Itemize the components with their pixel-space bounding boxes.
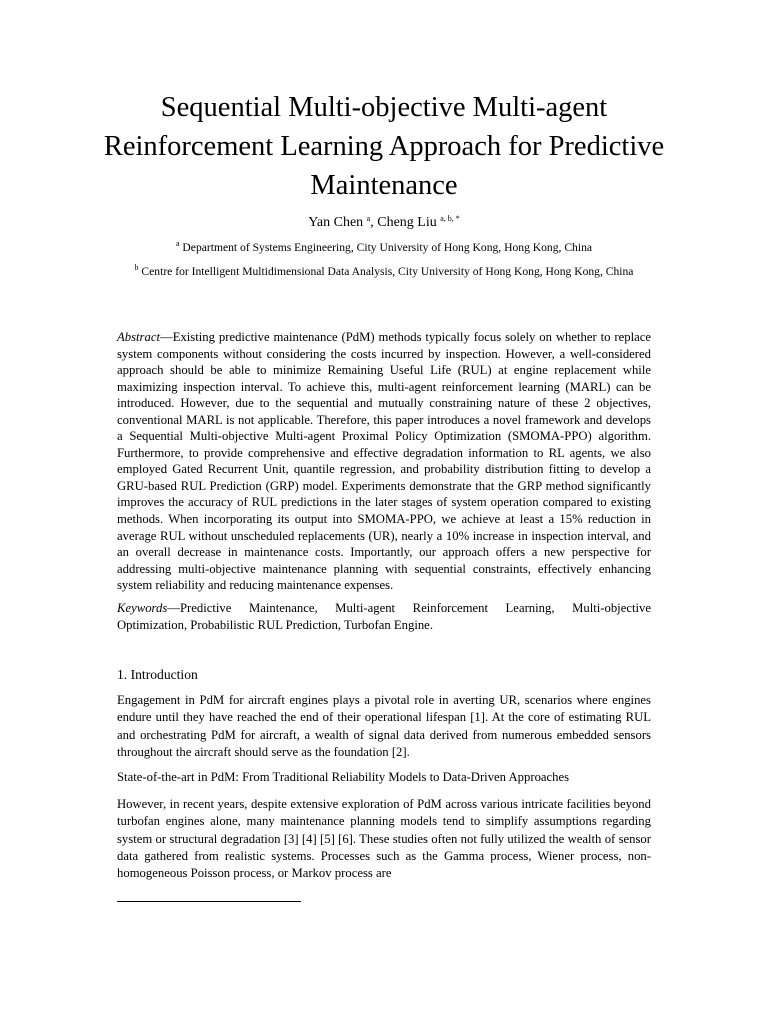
affiliation: [108, 264, 660, 280]
author-name: Cheng Liu: [377, 215, 437, 230]
affiliation-mark: b: [134, 263, 139, 272]
abstract-label: Abstract: [117, 330, 160, 344]
keywords-label: Keywords: [117, 601, 168, 615]
author-affiliation-mark: a, b, *: [440, 214, 460, 223]
affiliation-mark: a: [175, 239, 180, 248]
body-paragraph: However, in recent years, despite extensive exploration of PdM across various intricate facilities beyond turbofan engines alone, many maintenance planning models tend to simplify assumptions regarding system or structural degradation [3] [4] [5] [6]. These studies often not fully utilized the wealth of sensor data gathered from realistic systems. Processes such as the Gamma process, Wiener process, non-homogeneous Poisson process, or Markov process are: [117, 797, 651, 881]
keywords-dash: —: [167, 601, 180, 615]
abstract-dash: —: [160, 330, 173, 344]
abstract-text: Existing predictive maintenance (PdM) methods typically focus solely on whether to replace system components without considering the costs incurred by inspection. However, a well-considered approach should be able to minimize Remaining Useful Life (RUL) at engine replacement while maximizing inspection interval. To achieve this, multi-agent reinforcement learning (MARL) can be introduced. However, due to the sequential and mutually constraining nature of these 2 objectives, conventional MARL is not applicable. Therefore, this paper introduces a novel framework and develops a Sequential Multi-objective Multi-agent Proximal Policy Optimization (SMOMA-PPO) algorithm. Furthermore, to provide comprehensive and effective degradation information to RL agents, we also employed Gated Recurrent Unit, quantile regression, and probability distribution fitting to develop a GRU-based RUL Prediction (GRP) model. Experiments demonstrate that the GRP method significantly improves the accuracy of RUL predictions in the later stages of system operation compared to existing methods. When incorporating its output into SMOMA-PPO, we achieve at least a 15% reduction in average RUL without unscheduled replacements (UR), nearly a 10% increase in inspection interval, and an overall decrease in maintenance costs. Importantly, our approach offers a new perspective for addressing multi-objective maintenance planning with sequential constraints, effectively enhancing system reliability and reducing maintenance expenses.: [117, 330, 651, 593]
author-name: Yan Chen: [308, 215, 364, 230]
author-separator: ,: [370, 215, 378, 230]
author-affiliation-mark: a: [366, 214, 371, 223]
abstract-paragraph: [117, 329, 651, 594]
section-heading: 1. Introduction: [117, 667, 198, 682]
subsection-heading: State-of-the-art in PdM: From Traditional Reliability Models to Data-Driven Approaches: [117, 770, 570, 784]
paper-title: Sequential Multi-objective Multi-agent Reinforcement Learning Approach for Predictive Maintenance: [103, 92, 665, 201]
affiliation: [108, 240, 660, 256]
keywords-paragraph: [117, 600, 651, 633]
affiliation-text: Department of Systems Engineering, City University of Hong Kong, Hong Kong, China: [182, 241, 593, 254]
author-line: [84, 214, 684, 232]
body-paragraph: Engagement in PdM for aircraft engines plays a pivotal role in averting UR, scenarios where engines endure until they have reached the end of their operational lifespan [1]. At the core of estimating RUL and orchestrating PdM for aircraft, a wealth of signal data derived from numerous embedded sensors throughout the aircraft should serve as the foundation [2].: [117, 693, 651, 759]
footnote-divider: [117, 901, 301, 902]
keywords-text: Predictive Maintenance, Multi-agent Reinforcement Learning, Multi-objective Optimization, Probabilistic RUL Prediction, Turbofan Engine.: [117, 601, 651, 632]
affiliation-text: Centre for Intelligent Multidimensional Data Analysis, City University of Hong Kong, Hong Kong, China: [141, 265, 634, 278]
